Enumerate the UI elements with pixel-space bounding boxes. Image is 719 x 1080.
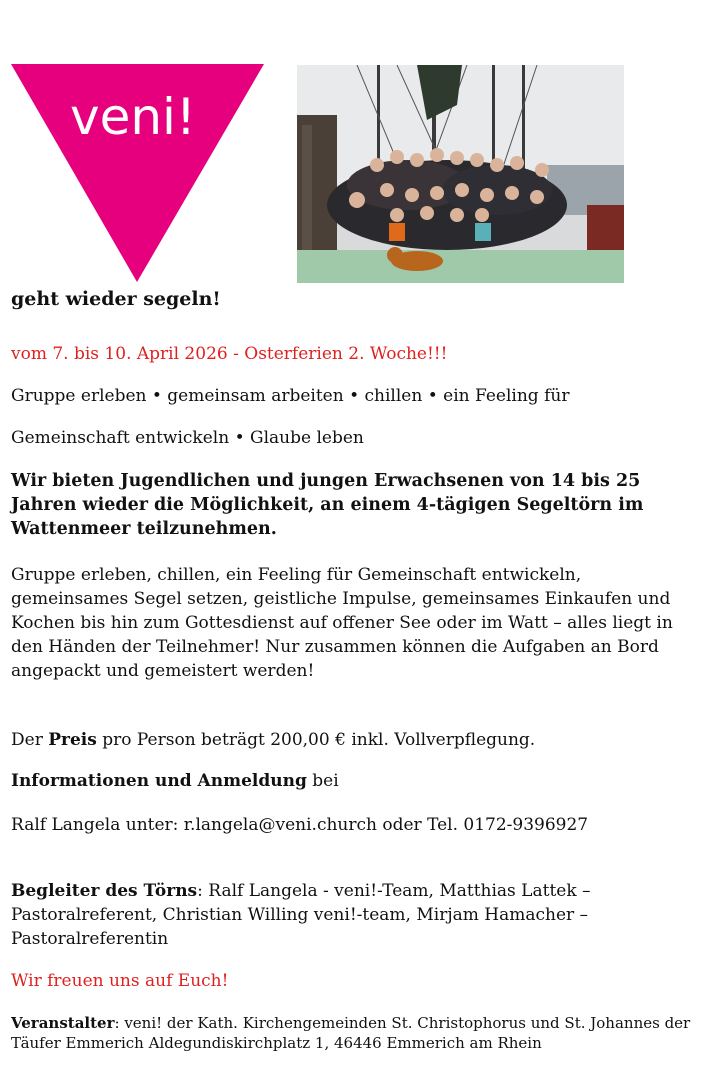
- organizer-text: : veni! der Kath. Kirchengemeinden St. Christophorus und St. Johannes der Täufer Emmerich Aldegundiskirchplatz 1, 46446 Emmerich am Rhein: [11, 1014, 691, 1052]
- logo-text: veni!: [70, 88, 196, 146]
- escort-text: : Ralf Langela - veni!-Team, Matthias Lattek – Pastoralreferent, Christian Willing veni!-team, Mirjam Hamacher – Pastoralreferentin: [11, 881, 591, 949]
- page-heading: geht wieder segeln!: [11, 288, 221, 310]
- veni-logo: [11, 64, 264, 282]
- price-line: [11, 728, 701, 752]
- info-line: [11, 769, 701, 793]
- escort-label: Begleiter des Törns: [11, 881, 198, 901]
- date-line: vom 7. bis 10. April 2026 - Osterferien 2. Woche!!!: [11, 344, 448, 364]
- offer-paragraph: Wir bieten Jugendlichen und jungen Erwachsenen von 14 bis 25 Jahren wieder die Möglichkeit, an einem 4-tägigen Segeltörn im Wattenmeer teilzunehmen.: [11, 471, 644, 539]
- organizer-paragraph: [11, 1013, 701, 1053]
- info-label: Informationen und Anmeldung: [11, 771, 307, 791]
- contact-line: Ralf Langela unter: r.langela@veni.church oder Tel. 0172-9396927: [11, 815, 589, 835]
- welcome-line: Wir freuen uns auf Euch!: [11, 971, 229, 991]
- activities-line-2: Gemeinschaft entwickeln • Glaube leben: [11, 428, 364, 448]
- organizer-label: Veranstalter: [11, 1014, 115, 1032]
- price-label: Preis: [48, 730, 97, 750]
- group-photo: [297, 65, 624, 283]
- description-paragraph: Gruppe erleben, chillen, ein Feeling für Gemeinschaft entwickeln, gemeinsames Segel setzen, geistliche Impulse, gemeinsames Einkaufen und Kochen bis hin zum Gottesdienst auf offener See oder im Watt – alles liegt in den Händen der Teilnehmer! Nur zusammen können die Aufgaben an Bord angepackt und gemeistert werden!: [11, 565, 673, 681]
- info-suffix: bei: [306, 771, 339, 791]
- price-suffix: pro Person beträgt 200,00 € inkl. Vollverpflegung.: [96, 730, 536, 750]
- escort-paragraph: [11, 879, 706, 951]
- activities-line-1: Gruppe erleben • gemeinsam arbeiten • chillen • ein Feeling für: [11, 386, 570, 406]
- price-prefix: Der: [11, 730, 49, 750]
